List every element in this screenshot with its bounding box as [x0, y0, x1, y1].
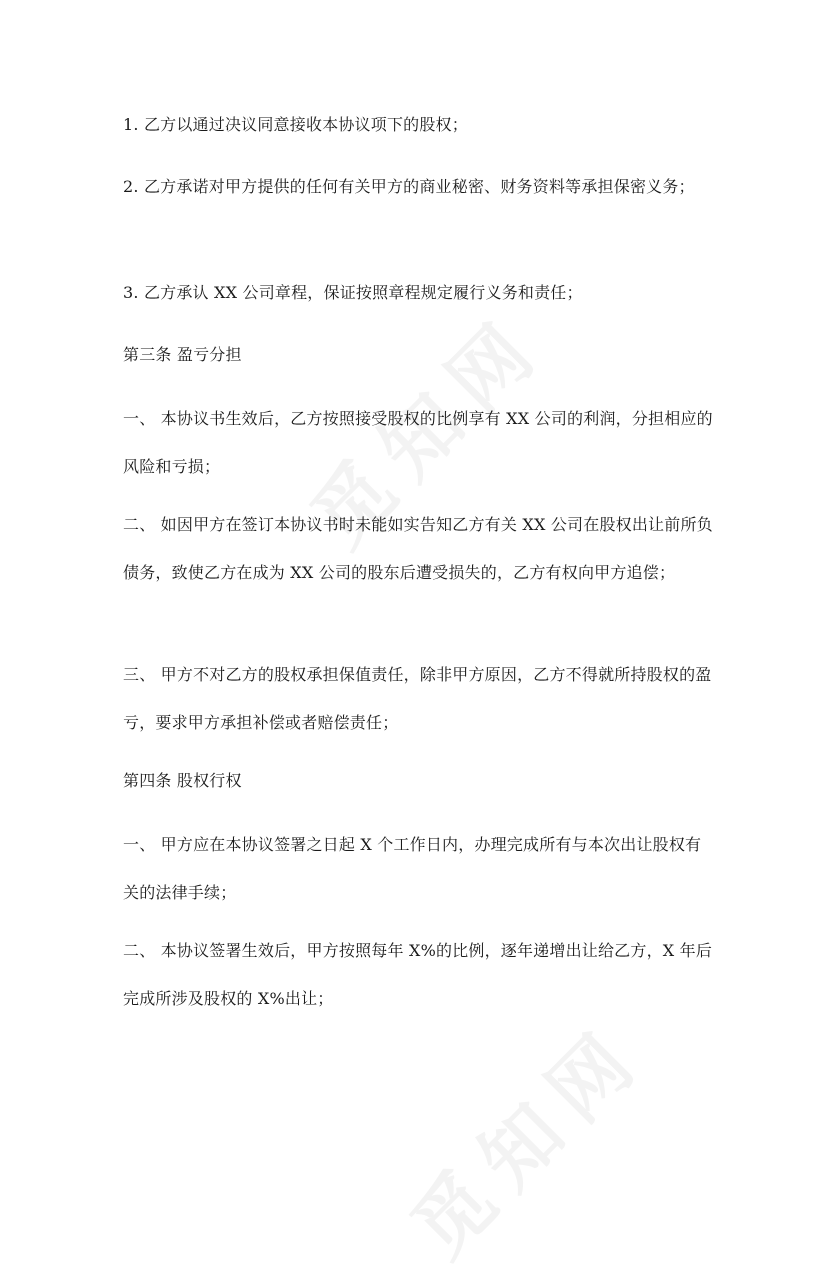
clause-item-1: 1. 乙方以通过决议同意接收本协议项下的股权；	[123, 115, 468, 134]
article-3-item-2: 二、 如因甲方在签订本协议书时未能如实告知乙方有关 XX 公司在股权出让前所负债务，致使乙方在成为 XX 公司的股东后遭受损失的，乙方有权向甲方追偿；	[123, 515, 713, 582]
article-4-item-2: 二、 本协议签署生效后，甲方按照每年 X%的比例，逐年递增出让给乙方，X 年后完成所涉及股权的 X%出让；	[123, 941, 713, 1008]
article-3-item-3: 三、 甲方不对乙方的股权承担保值责任，除非甲方原因，乙方不得就所持股权的盈亏，要求甲方承担补偿或者赔偿责任；	[123, 665, 712, 732]
article-3-item-1: 一、 本协议书生效后，乙方按照接受股权的比例享有 XX 公司的利润，分担相应的风险和亏损；	[123, 409, 713, 476]
watermark	[383, 995, 666, 1277]
clause-item-2: 2. 乙方承诺对甲方提供的任何有关甲方的商业秘密、财务资料等承担保密义务；	[123, 177, 695, 196]
article-heading-4: 第四条 股权行权	[123, 771, 242, 790]
article-4-item-1: 一、 甲方应在本协议签署之日起 X 个工作日内，办理完成所有与本次出让股权有关的法律手续；	[123, 835, 702, 902]
article-heading-3: 第三条 盈亏分担	[123, 345, 242, 364]
clause-item-3: 3. 乙方承认 XX 公司章程，保证按照章程规定履行义务和责任；	[123, 283, 583, 302]
